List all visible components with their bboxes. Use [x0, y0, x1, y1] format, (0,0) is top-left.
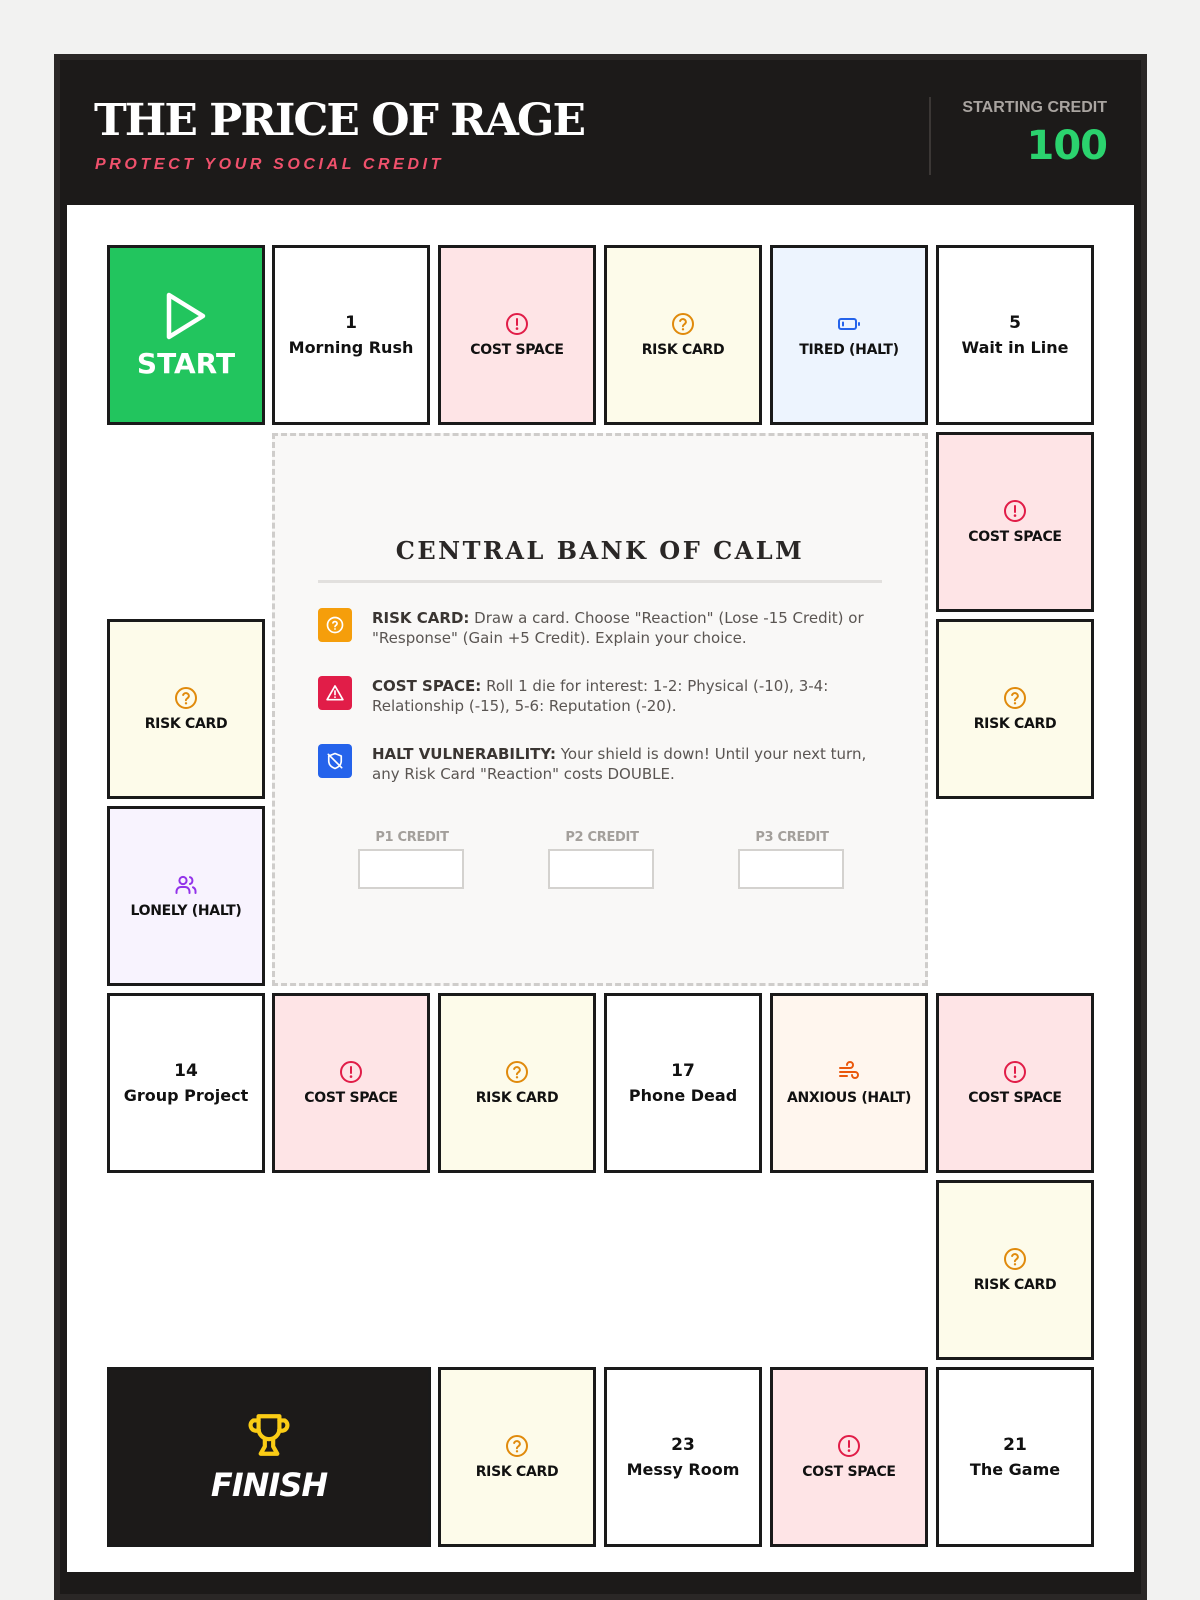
rule-label: COST SPACE:	[372, 677, 482, 695]
central-bank-panel	[272, 433, 928, 986]
help-circle-icon	[505, 1060, 529, 1084]
rule-label: RISK CARD:	[372, 609, 470, 627]
tile-anxious-halt[interactable]	[770, 993, 928, 1173]
p3-credit-group	[738, 830, 846, 889]
start-tile[interactable]	[107, 245, 265, 425]
game-title: THE PRICE OF RAGE	[94, 95, 584, 146]
tile-name: Wait in Line	[961, 337, 1069, 357]
tile-cost-space[interactable]	[936, 993, 1094, 1173]
tile-kind: COST SPACE	[968, 529, 1062, 545]
tile-cost-space[interactable]	[272, 993, 430, 1173]
tile-kind: RISK CARD	[973, 716, 1057, 732]
tile-21[interactable]	[936, 1367, 1094, 1547]
tile-23[interactable]	[604, 1367, 762, 1547]
tile-number: 17	[671, 1061, 695, 1082]
tile-kind: COST SPACE	[802, 1464, 896, 1480]
rule-risk-card	[318, 608, 882, 656]
tile-number: 5	[1009, 313, 1021, 334]
tile-cost-space[interactable]	[936, 432, 1094, 612]
tile-risk-card[interactable]	[438, 993, 596, 1173]
tile-number: 1	[345, 313, 357, 334]
rule-badge	[318, 608, 352, 642]
start-label: START	[136, 346, 236, 380]
tile-kind: COST SPACE	[304, 1090, 398, 1106]
p2-credit-input[interactable]	[548, 849, 654, 889]
tile-name: Phone Dead	[628, 1085, 738, 1105]
tile-risk-card[interactable]	[107, 619, 265, 799]
play-icon	[163, 291, 209, 341]
tile-name: Messy Room	[626, 1459, 740, 1479]
rule-halt-vulnerability	[318, 744, 882, 792]
rule-label: HALT VULNERABILITY:	[372, 745, 556, 763]
rule-description: Draw a card. Choose "Reaction" (Lose -15 Credit) or "Response" (Gain +5 Credit). Explain your choice.	[372, 609, 864, 647]
finish-tile[interactable]	[107, 1367, 431, 1547]
central-bank-title: CENTRAL BANK OF CALM	[395, 536, 805, 565]
rule-text	[372, 744, 882, 784]
tile-kind: TIRED (HALT)	[799, 342, 899, 358]
help-circle-icon	[1003, 686, 1027, 710]
tile-number: 21	[1003, 1435, 1027, 1456]
tile-risk-card[interactable]	[936, 619, 1094, 799]
alert-triangle-icon	[325, 683, 345, 703]
alert-circle-icon	[505, 312, 529, 336]
p1-credit-label: P1 CREDIT	[375, 830, 449, 845]
tile-kind: RISK CARD	[475, 1464, 559, 1480]
finish-label: FINISH	[210, 1466, 328, 1504]
tile-number: 14	[174, 1061, 198, 1082]
alert-circle-icon	[1003, 1060, 1027, 1084]
alert-circle-icon	[1003, 499, 1027, 523]
tile-risk-card[interactable]	[604, 245, 762, 425]
tile-kind: ANXIOUS (HALT)	[786, 1090, 912, 1106]
trophy-icon	[243, 1410, 295, 1460]
wind-icon	[837, 1060, 861, 1084]
shield-off-icon	[325, 751, 345, 771]
tile-risk-card[interactable]	[936, 1180, 1094, 1360]
tile-1[interactable]	[272, 245, 430, 425]
tile-5[interactable]	[936, 245, 1094, 425]
alert-circle-icon	[339, 1060, 363, 1084]
help-circle-icon	[671, 312, 695, 336]
help-circle-icon	[1003, 1247, 1027, 1271]
rule-badge	[318, 676, 352, 710]
tile-name: The Game	[969, 1459, 1061, 1479]
p1-credit-input[interactable]	[358, 849, 464, 889]
tile-kind: COST SPACE	[470, 342, 564, 358]
users-icon	[174, 873, 198, 897]
tile-tired-halt[interactable]	[770, 245, 928, 425]
starting-credit-value: 100	[1026, 123, 1107, 169]
tile-kind: LONELY (HALT)	[130, 903, 242, 919]
tile-cost-space[interactable]	[770, 1367, 928, 1547]
tile-name: Morning Rush	[288, 337, 414, 357]
p1-credit-group	[358, 830, 466, 889]
p3-credit-input[interactable]	[738, 849, 844, 889]
help-circle-icon	[174, 686, 198, 710]
p3-credit-label: P3 CREDIT	[755, 830, 829, 845]
game-subtitle: PROTECT YOUR SOCIAL CREDIT	[95, 156, 445, 173]
p2-credit-label: P2 CREDIT	[565, 830, 639, 845]
tile-kind: RISK CARD	[144, 716, 228, 732]
rule-description: Roll 1 die for interest: 1-2: Physical (-10), 3-4: Relationship (-15), 5-6: Reputation (-20).	[372, 677, 829, 715]
tile-kind: RISK CARD	[475, 1090, 559, 1106]
header	[67, 67, 1134, 205]
tile-14[interactable]	[107, 993, 265, 1173]
tile-risk-card[interactable]	[438, 1367, 596, 1547]
tile-name: Group Project	[123, 1085, 249, 1105]
rule-text	[372, 676, 882, 716]
help-circle-icon	[325, 615, 345, 635]
tile-cost-space[interactable]	[438, 245, 596, 425]
battery-low-icon	[837, 312, 861, 336]
tile-kind: RISK CARD	[641, 342, 725, 358]
help-circle-icon	[505, 1434, 529, 1458]
rule-cost-space	[318, 676, 882, 724]
p2-credit-group	[548, 830, 656, 889]
alert-circle-icon	[837, 1434, 861, 1458]
rule-badge	[318, 744, 352, 778]
tile-kind: COST SPACE	[968, 1090, 1062, 1106]
tile-kind: RISK CARD	[973, 1277, 1057, 1293]
tile-lonely-halt[interactable]	[107, 806, 265, 986]
rule-text	[372, 608, 882, 648]
header-divider	[929, 97, 931, 175]
tile-17[interactable]	[604, 993, 762, 1173]
starting-credit-label: STARTING CREDIT	[962, 99, 1107, 116]
rule-description: Your shield is down! Until your next turn, any Risk Card "Reaction" costs DOUBLE.	[372, 745, 867, 783]
tile-number: 23	[671, 1435, 695, 1456]
title-divider	[318, 580, 882, 583]
